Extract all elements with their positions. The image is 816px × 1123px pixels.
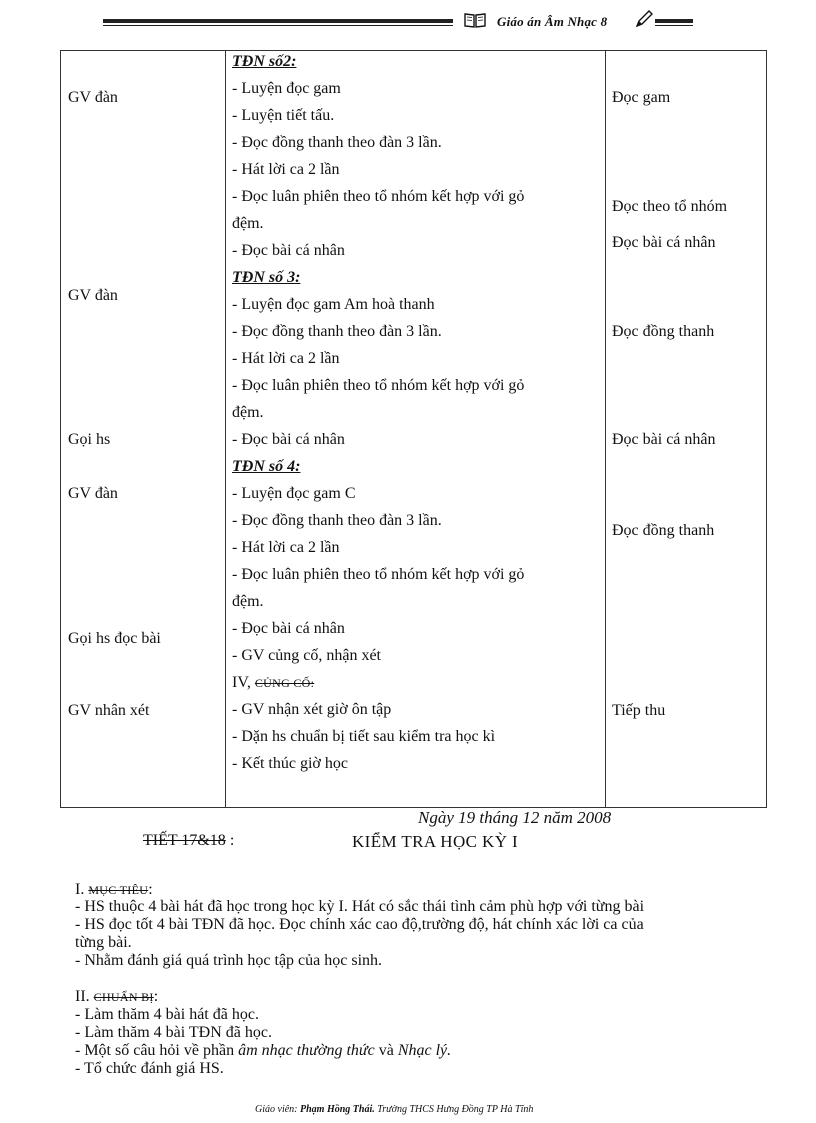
lesson-number-colon: : [225,832,235,849]
section-2-line [75,1042,745,1060]
content-line: - Đọc luân phiên theo tổ nhóm kết hợp với gỏ [232,566,525,583]
content-line: - Đọc bài cá nhân [232,620,345,637]
section-2-line-mid: và [374,1042,398,1059]
section-2-prefix: II. [75,988,94,1005]
section-2-heading [75,988,745,1006]
section-1-line: - Nhằm đánh giá quá trình học tập của học sinh. [75,952,383,969]
section-1-label: MỤC TIÊU [88,883,149,897]
student-activity: Tiếp thu [612,702,666,719]
teacher-activity: GV đàn [68,485,118,502]
content-line: - GV nhận xét giờ ôn tập [232,701,392,718]
content-line: - Hát lời ca 2 lần [232,539,340,556]
lesson-table [60,50,767,808]
content-line: - Đọc đồng thanh theo đàn 3 lần. [232,134,442,151]
teacher-activity: Gọi hs đọc bài [68,630,161,647]
cung-co-label: CỦNG CỐ: [254,676,315,690]
section-2-line: - Làm thăm 4 bài TĐN đã học. [75,1024,272,1041]
content-line: - Đọc luân phiên theo tổ nhóm kết hợp với gỏ [232,188,525,205]
content-line: - GV củng cố, nhận xét [232,647,381,664]
footer-teacher-name: Phạm Hồng Thái. [300,1104,375,1115]
section-2-line-italic: âm nhạc thường thức [238,1042,375,1059]
footer-school: Trường THCS Hưng Đồng TP Hà Tĩnh [374,1104,534,1115]
content-line: - Đọc đồng thanh theo đàn 3 lần. [232,323,442,340]
section-2-line: - Tổ chức đánh giá HS. [75,1060,224,1077]
pencil-icon [634,9,654,29]
section-1-colon: : [148,881,153,898]
lesson-number [143,832,234,850]
footer-label: Giáo viên: [255,1104,300,1115]
content-line: - Luyện tiết tấu. [232,107,335,124]
section-2-line-italic: Nhạc lý. [397,1042,452,1059]
student-activity: Đọc bài cá nhân [612,234,716,251]
footer [255,1104,533,1115]
section-1-line: từng bài. [75,934,132,951]
header-title: Giáo án Âm Nhạc 8 [497,14,608,29]
exam-title: KIỂM TRA HỌC KỲ I [352,832,519,851]
section-1-line: - HS đọc tốt 4 bài TĐN đã học. Đọc chính xác cao độ,trường độ, hát chính xác lời ca của [75,916,644,933]
section-1-line: - HS thuộc 4 bài hát đã học trong học kỳ I. Hát có sắc thái tình cảm phù hợp với từng bài [75,898,645,915]
student-activity: Đọc gam [612,89,671,106]
content-line: - Hát lời ca 2 lần [232,350,340,367]
teacher-activity: GV đàn [68,287,118,304]
section-2-label: CHUẨN BỊ [93,990,154,1004]
header-rule-thick [103,19,453,23]
teacher-activity: Gọi hs [68,431,111,448]
date-line: Ngày 19 tháng 12 năm 2008 [418,808,612,827]
header-rule-thick-right [655,19,693,23]
content-line: - Đọc bài cá nhân [232,242,345,259]
section-1-heading [75,881,745,899]
column-divider [225,51,226,807]
student-activity: Đọc bài cá nhân [612,431,716,448]
lesson-number-label: TIẾT 17&18 [143,832,226,849]
content-line: - Luyện đọc gam [232,80,341,97]
column-divider [605,51,606,807]
cung-co-heading [232,673,314,693]
content-line: - Đọc đồng thanh theo đàn 3 lần. [232,512,442,529]
content-line: - Đọc luân phiên theo tổ nhóm kết hợp với gỏ [232,377,525,394]
tdn-3-title: TĐN số 3: [232,269,301,286]
content-line: đệm. [232,404,264,421]
header-rule-thin-right [655,25,693,26]
book-icon [463,12,487,28]
content-line: - Luyện đọc gam C [232,485,356,502]
content-line: - Kết thúc giờ học [232,755,348,772]
content-line: - Đọc bài cá nhân [232,431,345,448]
tdn-2-title: TĐN số2: [232,53,297,70]
header-rule-thin [103,25,453,26]
section-2-line-start: - Một số câu hỏi về phần [75,1042,239,1059]
teacher-activity: GV đàn [68,89,118,106]
section-1-prefix: I. [75,881,89,898]
content-line: - Dặn hs chuẩn bị tiết sau kiểm tra học kì [232,728,496,745]
student-activity: Đọc theo tổ nhóm [612,198,728,215]
section-2-line: - Làm thăm 4 bài hát đã học. [75,1006,259,1023]
section-2-colon: : [153,988,159,1005]
content-line: đệm. [232,215,264,232]
student-activity: Đọc đồng thanh [612,522,715,539]
cung-co-prefix: IV, [232,674,255,691]
student-activity: Đọc đồng thanh [612,323,715,340]
content-line: - Hát lời ca 2 lần [232,161,340,178]
tdn-4-title: TĐN số 4: [232,458,301,475]
content-line: đệm. [232,593,264,610]
content-line: - Luyện đọc gam Am hoà thanh [232,296,435,313]
teacher-activity: GV nhân xét [68,702,150,719]
